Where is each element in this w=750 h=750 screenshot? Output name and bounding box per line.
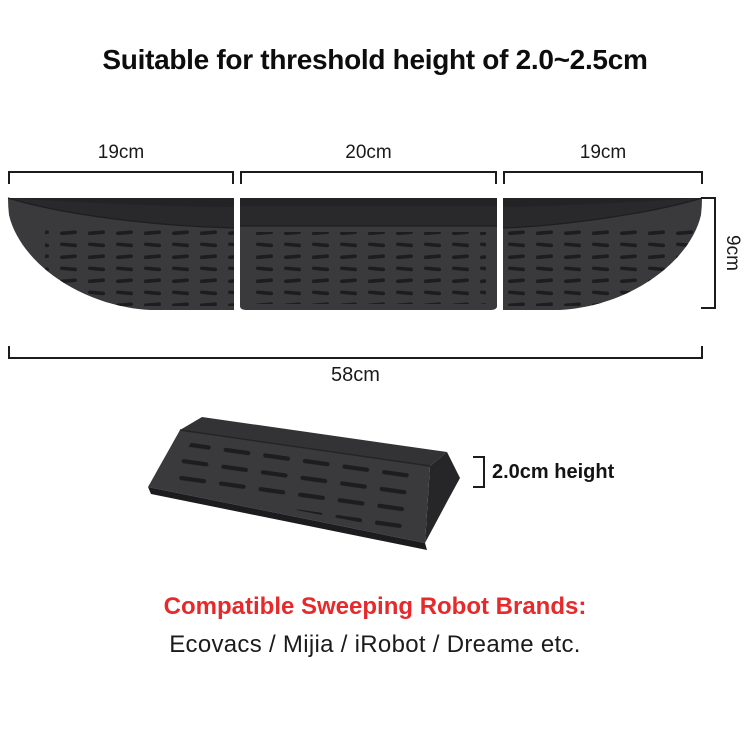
- dimension-label-middle-segment: 20cm: [345, 142, 392, 163]
- dimension-label-depth: 9cm: [722, 235, 743, 271]
- dimension-label-right-segment: 19cm: [579, 142, 627, 163]
- compatibility-heading: Compatible Sweeping Robot Brands:: [163, 593, 587, 620]
- ramp-isometric-view: [148, 417, 460, 550]
- ramp-segment-left: [8, 198, 234, 310]
- dimension-bracket-ramp-height: [473, 456, 485, 488]
- dimension-bracket-depth: [701, 197, 716, 309]
- dimension-label-left-segment: 19cm: [97, 142, 145, 163]
- dimension-bracket-total-width: [8, 346, 703, 359]
- dimension-label-total-width: 58cm: [331, 364, 380, 386]
- dimension-label-ramp-height: 2.0cm height: [492, 461, 615, 483]
- ramp-segment-right: [503, 198, 702, 310]
- page-title: Suitable for threshold height of 2.0~2.5cm: [102, 44, 648, 75]
- ramp-segment-middle: [240, 198, 497, 310]
- compatibility-brands: Ecovacs / Mijia / iRobot / Dreame etc.: [169, 631, 581, 658]
- ramp-top-view: [8, 198, 702, 310]
